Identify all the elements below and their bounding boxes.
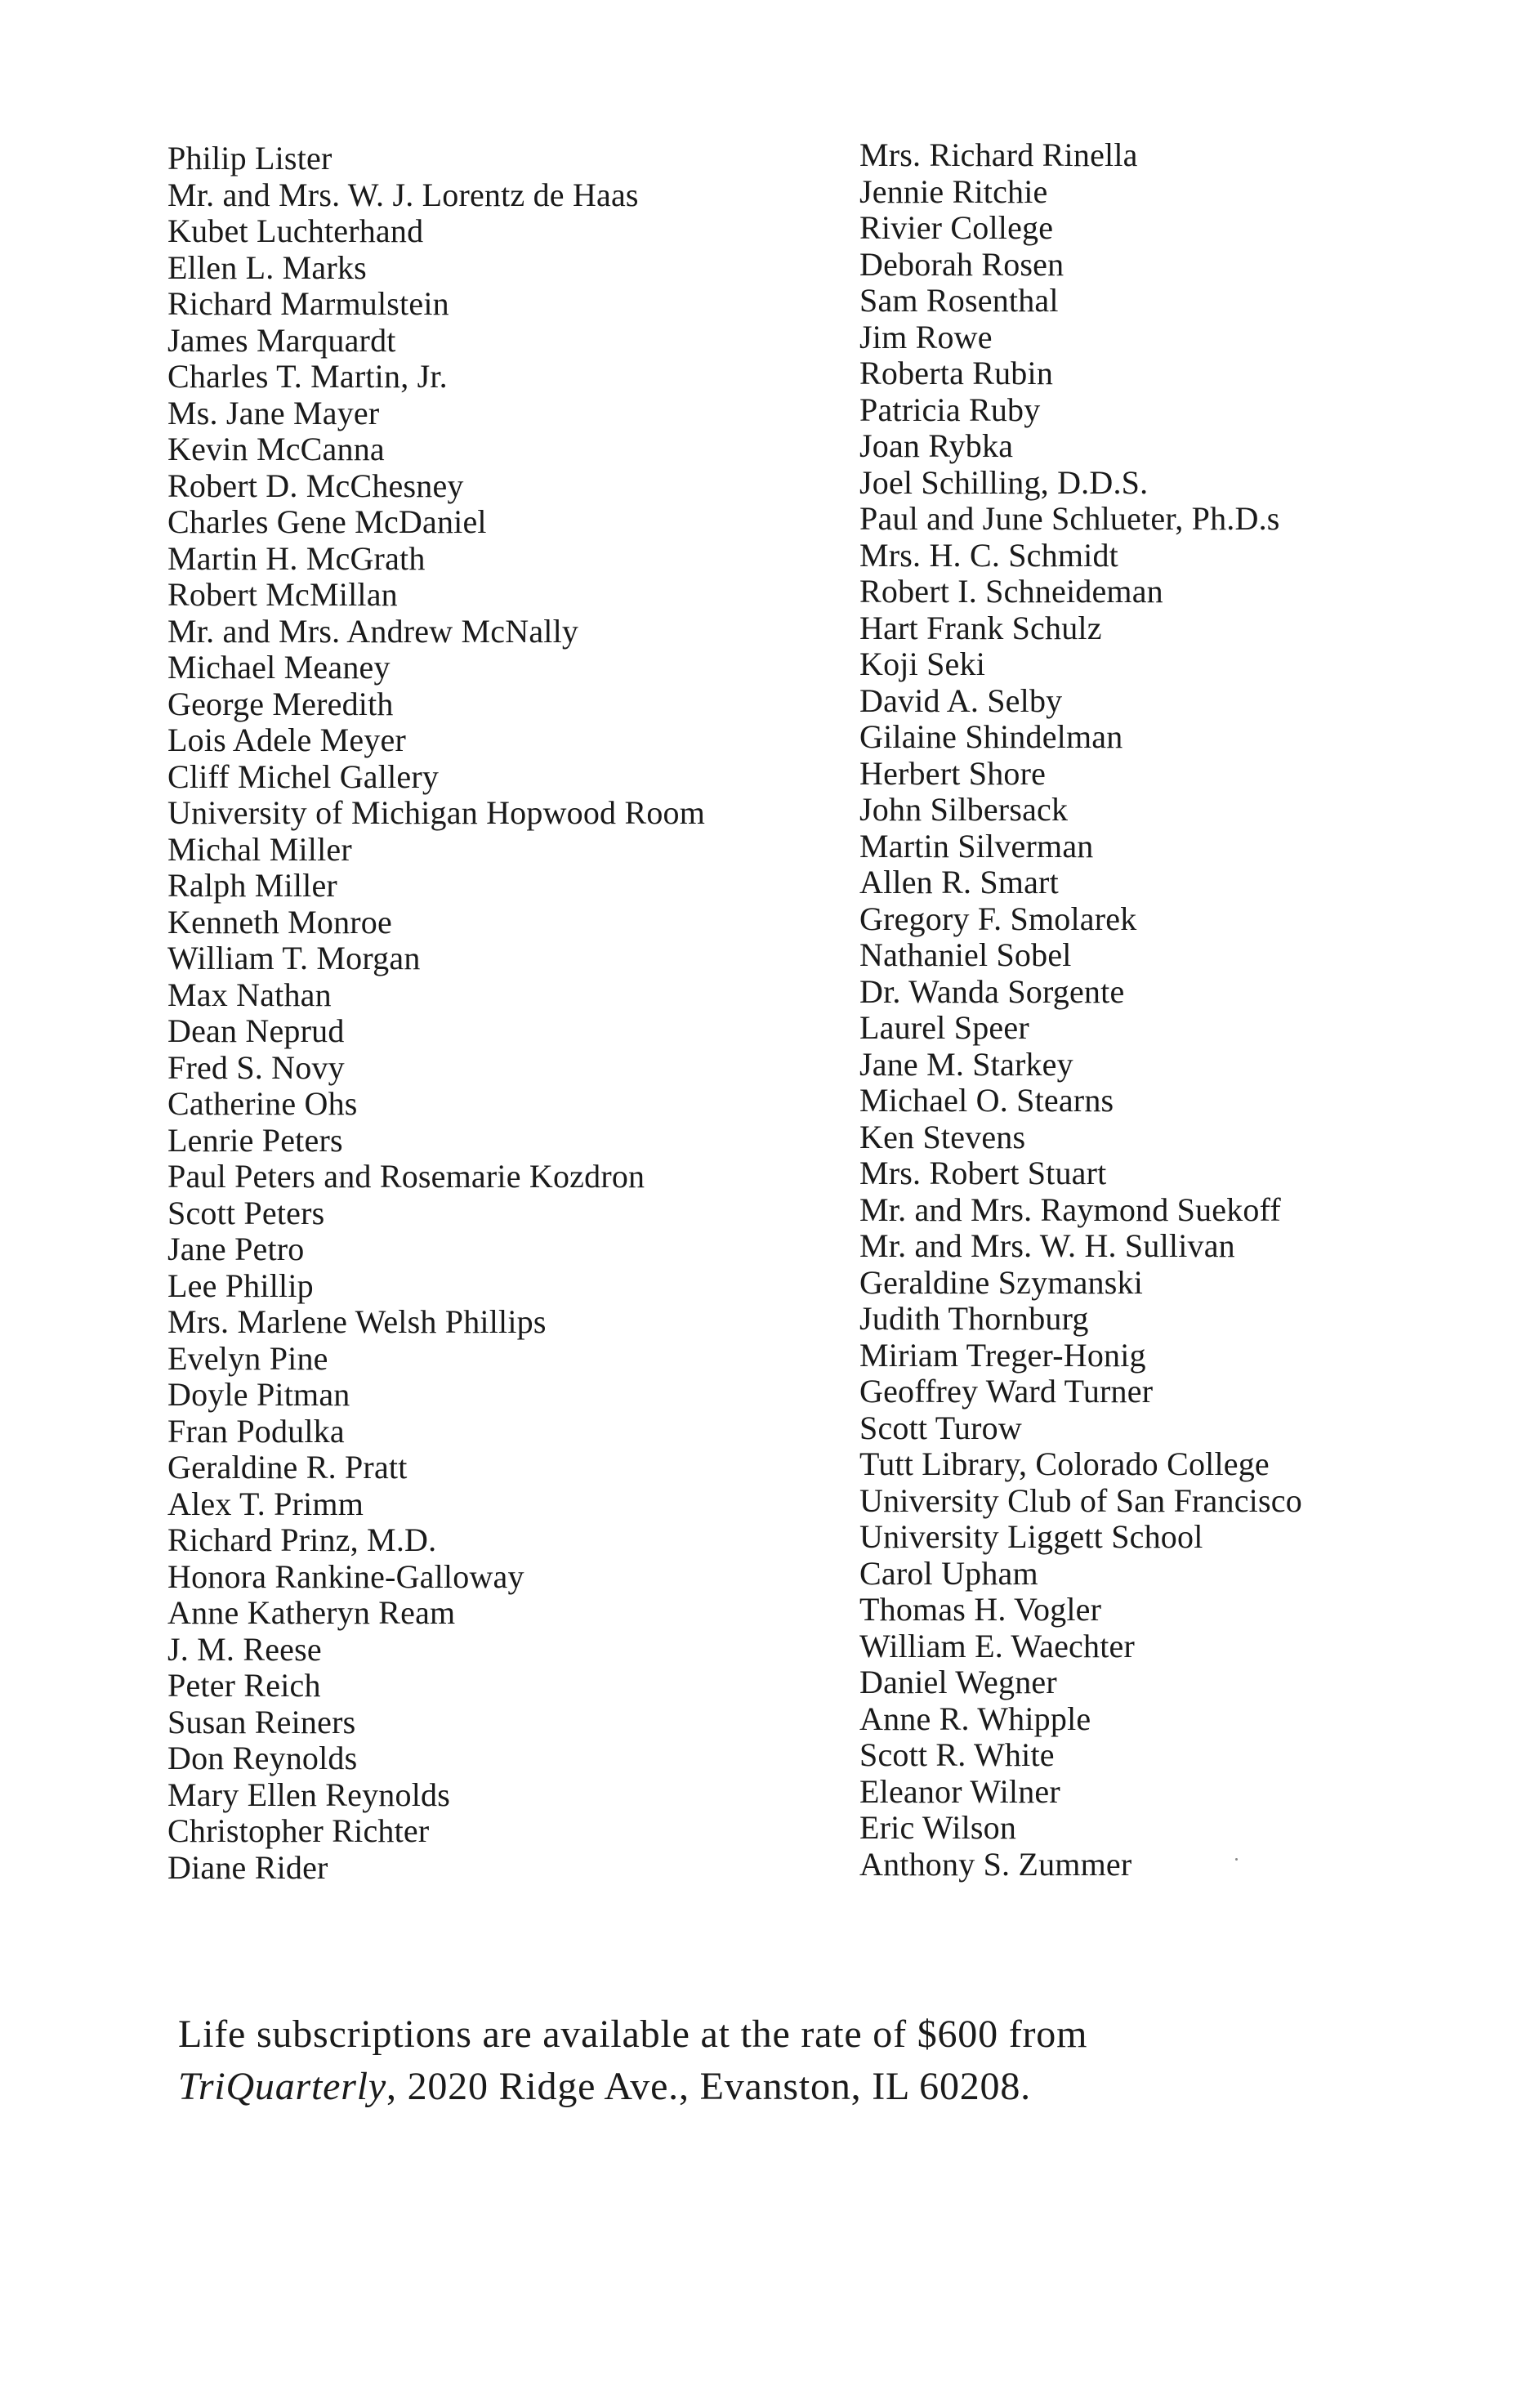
contributor-name: Cliff Michel Gallery bbox=[167, 757, 440, 795]
contributor-name: Herbert Shore bbox=[859, 754, 1047, 792]
contributor-name: Charles Gene McDaniel bbox=[167, 503, 487, 540]
print-speck bbox=[1235, 1858, 1238, 1861]
contributor-name: Mrs. H. C. Schmidt bbox=[859, 536, 1118, 574]
contributor-name: Alex T. Primm bbox=[167, 1485, 364, 1522]
contributor-name: Mrs. Richard Rinella bbox=[859, 136, 1138, 173]
contributor-name: Susan Reiners bbox=[167, 1703, 356, 1740]
contributor-name: Tutt Library, Colorado College bbox=[859, 1445, 1270, 1482]
contributor-name: Geraldine Szymanski bbox=[859, 1263, 1144, 1301]
contributor-name: George Meredith bbox=[167, 685, 394, 722]
contributor-name: Scott Peters bbox=[167, 1194, 325, 1231]
contributor-name: University Liggett School bbox=[859, 1518, 1203, 1555]
contributor-name: Michael O. Stearns bbox=[859, 1082, 1114, 1119]
contributor-name: Koji Seki bbox=[859, 646, 986, 682]
contributor-name: Geraldine R. Pratt bbox=[167, 1449, 408, 1485]
contributor-name: Patricia Ruby bbox=[859, 391, 1041, 428]
contributor-name: Mary Ellen Reynolds bbox=[167, 1776, 450, 1813]
contributor-name: Hart Frank Schulz bbox=[859, 609, 1102, 646]
contributor-name: David A. Selby bbox=[859, 681, 1063, 719]
contributor-name: Jim Rowe bbox=[859, 318, 993, 355]
contributor-name: Paul and June Schlueter, Ph.D.s bbox=[859, 500, 1280, 537]
contributor-name: J. M. Reese bbox=[167, 1630, 322, 1668]
contributor-name: Gregory F. Smolarek bbox=[859, 900, 1137, 937]
contributor-name: Rivier College bbox=[859, 209, 1054, 246]
contributor-name: Scott Turow bbox=[859, 1409, 1022, 1446]
contributor-name: Martin H. McGrath bbox=[167, 539, 426, 577]
contributor-name: Anthony S. Zummer bbox=[859, 1845, 1132, 1883]
contributor-name: Miriam Treger-Honig bbox=[859, 1336, 1146, 1374]
contributor-name: Sam Rosenthal bbox=[859, 282, 1059, 319]
contributor-name: Judith Thornburg bbox=[859, 1300, 1089, 1337]
contributor-name: Dean Neprud bbox=[167, 1012, 345, 1049]
contributor-name: Richard Prinz, M.D. bbox=[167, 1521, 437, 1558]
contributor-name: Mr. and Mrs. W. H. Sullivan bbox=[859, 1227, 1235, 1264]
magazine-title: TriQuarterly bbox=[178, 2065, 386, 2108]
contributor-name: Ellen L. Marks bbox=[167, 248, 367, 286]
contributor-name: Eleanor Wilner bbox=[859, 1772, 1060, 1810]
subscription-note-line-2 bbox=[178, 2061, 1404, 2113]
contributor-name: Lois Adele Meyer bbox=[167, 722, 407, 758]
contributor-name: Michael Meaney bbox=[167, 649, 391, 686]
contributor-name: Kevin McCanna bbox=[167, 431, 385, 467]
contributor-name: Robert I. Schneideman bbox=[859, 573, 1163, 610]
contributor-name: Evelyn Pine bbox=[167, 1339, 328, 1377]
contributor-name: Lee Phillip bbox=[167, 1267, 314, 1304]
contributor-name: Mr. and Mrs. Raymond Suekoff bbox=[859, 1191, 1281, 1228]
contributor-name: Mr. and Mrs. W. J. Lorentz de Haas bbox=[167, 176, 639, 213]
contributor-name: Christopher Richter bbox=[167, 1812, 430, 1849]
contributor-name: University Club of San Francisco bbox=[859, 1481, 1302, 1519]
contributor-name: William E. Waechter bbox=[859, 1627, 1135, 1664]
contributor-name: Ms. Jane Mayer bbox=[167, 394, 380, 431]
contributor-name: Kenneth Monroe bbox=[167, 903, 392, 940]
contributor-name: Roberta Rubin bbox=[859, 355, 1054, 391]
contributor-name: Peter Reich bbox=[167, 1667, 321, 1704]
address-text: , 2020 Ridge Ave., Evanston, IL 60208. bbox=[386, 2065, 1031, 2108]
contributor-name: Anne R. Whipple bbox=[859, 1700, 1091, 1737]
contributor-name: Carol Upham bbox=[859, 1554, 1038, 1592]
contributor-name: Charles T. Martin, Jr. bbox=[167, 358, 448, 395]
contributor-name: Gilaine Shindelman bbox=[859, 718, 1123, 755]
contributor-name: Philip Lister bbox=[167, 140, 333, 176]
contributor-name: John Silbersack bbox=[859, 791, 1069, 828]
contributor-name: Catherine Ohs bbox=[167, 1085, 358, 1122]
contributor-name: Richard Marmulstein bbox=[167, 285, 449, 322]
contributor-name: University of Michigan Hopwood Room bbox=[167, 794, 706, 831]
contributor-name: Kubet Luchterhand bbox=[167, 212, 424, 249]
contributor-name: Don Reynolds bbox=[167, 1740, 358, 1776]
contributor-name: Doyle Pitman bbox=[167, 1376, 350, 1413]
right-name-list bbox=[859, 137, 1497, 1883]
contributor-name: Paul Peters and Rosemarie Kozdron bbox=[167, 1158, 645, 1195]
contributor-name: Jane Petro bbox=[167, 1231, 305, 1267]
contributor-name: William T. Morgan bbox=[167, 940, 421, 976]
contributor-name: Diane Rider bbox=[167, 1848, 328, 1886]
contributor-name: Geoffrey Ward Turner bbox=[859, 1373, 1154, 1410]
contributor-name: Mr. and Mrs. Andrew McNally bbox=[167, 612, 579, 650]
contributor-name: Ralph Miller bbox=[167, 867, 337, 904]
contributor-name: Nathaniel Sobel bbox=[859, 936, 1072, 973]
contributor-name: Mrs. Robert Stuart bbox=[859, 1155, 1107, 1191]
contributor-name: Max Nathan bbox=[167, 976, 332, 1013]
contributor-name: Lenrie Peters bbox=[167, 1121, 343, 1159]
subscription-note bbox=[178, 2008, 1404, 2113]
contributor-name: Joan Rybka bbox=[859, 427, 1014, 464]
contributor-name: Fred S. Novy bbox=[167, 1048, 345, 1086]
contributor-name: Martin Silverman bbox=[859, 827, 1094, 864]
contributor-name: James Marquardt bbox=[167, 321, 396, 359]
contributor-name: Dr. Wanda Sorgente bbox=[859, 972, 1125, 1010]
contributor-name: Anne Katheryn Ream bbox=[167, 1594, 456, 1631]
contributor-name: Deborah Rosen bbox=[859, 245, 1065, 283]
contributor-name: Allen R. Smart bbox=[859, 864, 1059, 900]
contributor-name: Robert McMillan bbox=[167, 576, 398, 613]
contributor-name: Robert D. McChesney bbox=[167, 467, 464, 504]
contributor-name: Thomas H. Vogler bbox=[859, 1591, 1102, 1628]
contributor-name: Michal Miller bbox=[167, 830, 352, 868]
left-name-list bbox=[167, 141, 821, 1886]
contributor-name: Eric Wilson bbox=[859, 1809, 1017, 1846]
contributor-name: Daniel Wegner bbox=[859, 1664, 1057, 1700]
contributor-name: Fran Podulka bbox=[167, 1412, 345, 1450]
contributor-name: Mrs. Marlene Welsh Phillips bbox=[167, 1303, 547, 1340]
contributor-name: Jane M. Starkey bbox=[859, 1045, 1073, 1083]
contributor-name: Scott R. White bbox=[859, 1736, 1055, 1773]
contributor-name: Honora Rankine-Galloway bbox=[167, 1557, 524, 1595]
contributor-name: Laurel Speer bbox=[859, 1009, 1029, 1046]
contributor-name: Jennie Ritchie bbox=[859, 172, 1048, 210]
contributor-name: Ken Stevens bbox=[859, 1118, 1026, 1155]
contributor-name: Joel Schilling, D.D.S. bbox=[859, 463, 1149, 501]
subscription-note-line-1: Life subscriptions are available at the rate of $600 from bbox=[178, 2013, 1088, 2056]
